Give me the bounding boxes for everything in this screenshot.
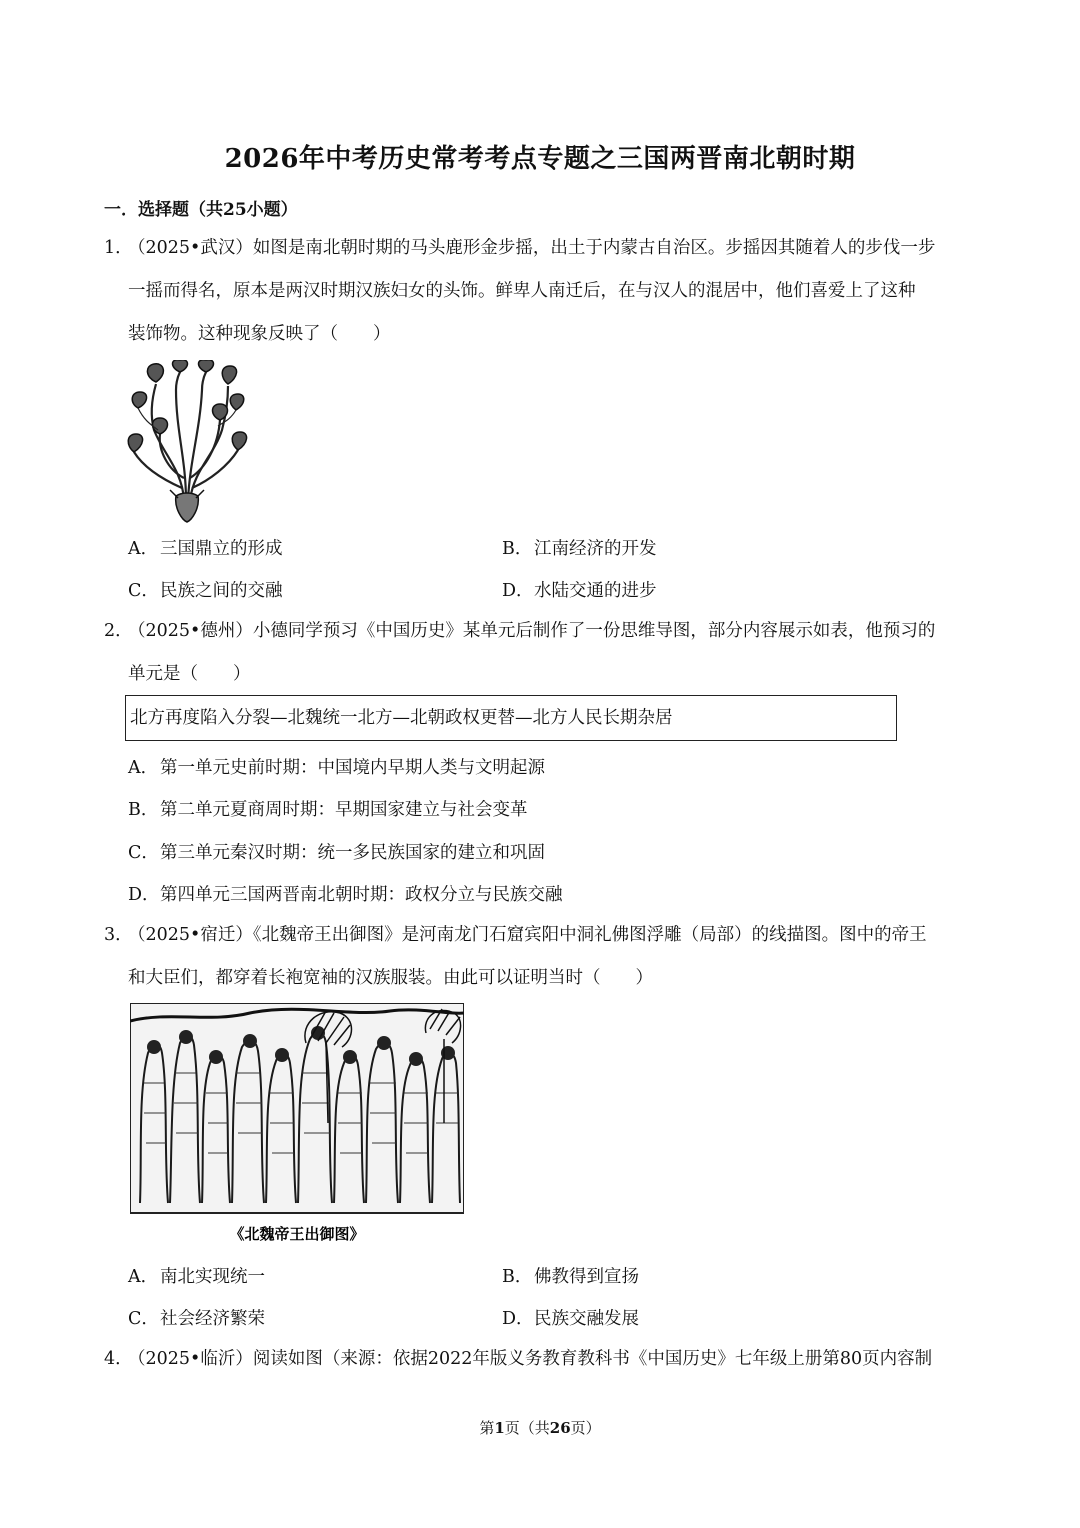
question-1-line-2: 一摇而得名，原本是两汉时期汉族妇女的头饰。鲜卑人南迁后，在与汉人的混居中，他们喜爱上了这种: [128, 281, 916, 301]
q3-option-d: D．民族交融发展: [502, 1309, 639, 1329]
question-2-line-2: 单元是（ ）: [128, 664, 251, 684]
q1-option-c: C．民族之间的交融: [128, 581, 283, 601]
question-3: [104, 914, 984, 1000]
q1-option-a: A． 三国鼎立的形成: [128, 539, 283, 559]
figure-caption: 《北魏帝王出御图》: [229, 1225, 365, 1243]
question-4-line-1: 4．（2025•临沂）阅读如图（来源：依据2022年版义务教育教科书《中国历史》七年级上册第80页内容制: [104, 1338, 984, 1381]
question-1-line-1: 1．（2025•武汉）如图是南北朝时期的马头鹿形金步摇，出土于内蒙古自治区。步摇因其随着人的步伐一步: [104, 227, 984, 270]
golden-buyao-figure: [124, 360, 250, 524]
page-footer: 第1页（共26页）: [479, 1419, 601, 1437]
question-2-number: 2．: [104, 621, 133, 641]
page-title: 2026年中考历史常考考点专题之三国两晋南北朝时期: [224, 144, 856, 174]
question-2-line-1: 2．（2025•德州）小德同学预习《中国历史》某单元后制作了一份思维导图，部分内容展示如表，他预习的: [104, 610, 984, 653]
question-4-number: 4．: [104, 1349, 133, 1369]
question-3-line-1: 3．（2025•宿迁）《北魏帝王出御图》是河南龙门石窟宾阳中洞礼佛图浮雕（局部）的线描图。图中的帝王: [104, 914, 984, 957]
question-2: [104, 610, 984, 696]
q3-option-a: A． 南北实现统一: [128, 1267, 265, 1287]
q2-option-d: D．第四单元三国两晋南北朝时期：政权分立与民族交融: [128, 885, 563, 905]
q3-option-b: B．佛教得到宣扬: [502, 1267, 639, 1287]
q2-option-a: A． 第一单元史前时期：中国境内早期人类与文明起源: [128, 758, 545, 778]
q1-option-d: D．水陆交通的进步: [502, 581, 657, 601]
question-4: [104, 1338, 984, 1381]
question-1: [104, 227, 984, 356]
q1-option-b: B．江南经济的开发: [502, 539, 657, 559]
q2-option-b: B．第二单元夏商周时期：早期国家建立与社会变革: [128, 800, 528, 820]
q2-option-c: C．第三单元秦汉时期：统一多民族国家的建立和巩固: [128, 843, 545, 863]
section-heading: 一．选择题（共25小题）: [104, 200, 298, 220]
question-1-line-3: 装饰物。这种现象反映了（ ）: [128, 324, 391, 344]
mind-map-box: 北方再度陷入分裂—北魏统一北方—北朝政权更替—北方人民长期杂居: [125, 695, 897, 741]
question-3-number: 3．: [104, 925, 133, 945]
total-pages: 26: [549, 1419, 571, 1437]
question-1-number: 1．: [104, 238, 133, 258]
q3-option-c: C．社会经济繁荣: [128, 1309, 265, 1329]
northern-wei-emperor-figure: [130, 1003, 464, 1251]
question-3-line-2: 和大臣们，都穿着长袍宽袖的汉族服装。由此可以证明当时（ ）: [128, 968, 653, 988]
current-page: 1: [494, 1419, 505, 1437]
